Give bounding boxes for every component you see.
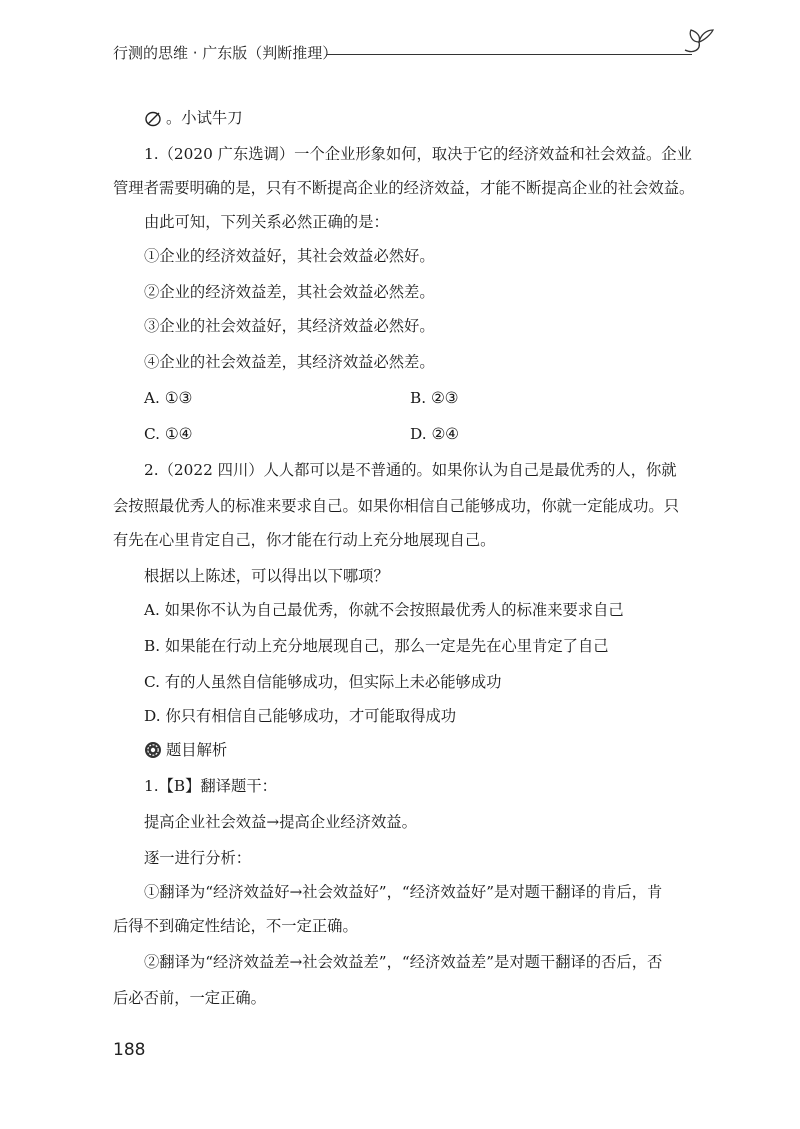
analysis-line: ①翻译为“经济效益好→社会效益好”，“经济效益好”是对题干翻译的肯后，肯 [144, 883, 663, 901]
analysis-line: 后必否前，一定正确。 [113, 989, 266, 1007]
q2-stem-line: 2.（2022 四川）人人都可以是不普通的。如果你认为自己是最优秀的人，你就 [144, 461, 677, 479]
q1-stem-line: 管理者需要明确的是，只有不断提高企业的经济效益，才能不断提高企业的社会效益。 [113, 179, 695, 197]
q1-statement: ①企业的经济效益好，其社会效益必然好。 [144, 247, 435, 265]
q1-option-c: C. ①④ [144, 425, 193, 443]
q2-stem-line: 有先在心里肯定自己，你才能在行动上充分地展现自己。 [113, 531, 496, 549]
q1-statement: ④企业的社会效益差，其经济效益必然差。 [144, 353, 435, 371]
q1-option-b: B. ②③ [410, 389, 459, 407]
analysis-line: 后得不到确定性结论，不一定正确。 [113, 917, 358, 935]
header-title: 行测的思维 · 广东版（判断推理） [113, 44, 338, 62]
analysis-heading [144, 738, 227, 762]
q1-statement: ②企业的经济效益差，其社会效益必然差。 [144, 283, 435, 301]
gear-badge-icon [144, 741, 162, 759]
q1-option-a: A. ①③ [144, 389, 193, 407]
q2-stem-line: 根据以上陈述，可以得出以下哪项？ [144, 567, 389, 585]
analysis-line: 逐一进行分析： [144, 849, 252, 867]
q1-stem-line: 由此可知，下列关系必然正确的是： [144, 213, 389, 231]
analysis-line: ②翻译为“经济效益差→社会效益差”，“经济效益差”是对题干翻译的否后，否 [144, 953, 663, 971]
q1-statement: ③企业的社会效益好，其经济效益必然好。 [144, 317, 435, 335]
analysis-line: 提高企业社会效益→提高企业经济效益。 [144, 813, 417, 831]
analysis-line: 1.【B】翻译题干： [144, 777, 277, 795]
page-number: 188 [113, 1040, 146, 1060]
sprout-icon [679, 24, 719, 56]
q2-option-d: D. 你只有相信自己能够成功，才可能取得成功 [144, 707, 457, 725]
q2-option-a: A. 如果你不认为自己最优秀，你就不会按照最优秀人的标准来要求自己 [144, 601, 624, 619]
practice-heading [144, 106, 243, 130]
analysis-heading-text: 题目解析 [166, 741, 228, 759]
q1-option-d: D. ②④ [410, 425, 459, 443]
q2-stem-line: 会按照最优秀人的标准来要求自己。如果你相信自己能够成功，你就一定能成功。只 [113, 497, 679, 515]
q2-option-b: B. 如果能在行动上充分地展现自己，那么一定是先在心里肯定了自己 [144, 637, 609, 655]
practice-heading-text: 。小试牛刀 [166, 109, 243, 127]
pencil-icon [144, 108, 164, 128]
q1-stem-line: 1.（2020 广东选调）一个企业形象如何，取决于它的经济效益和社会效益。企业 [144, 145, 692, 163]
running-header [113, 40, 713, 66]
q2-option-c: C. 有的人虽然自信能够成功，但实际上未必能够成功 [144, 673, 502, 691]
header-rule [327, 54, 692, 55]
